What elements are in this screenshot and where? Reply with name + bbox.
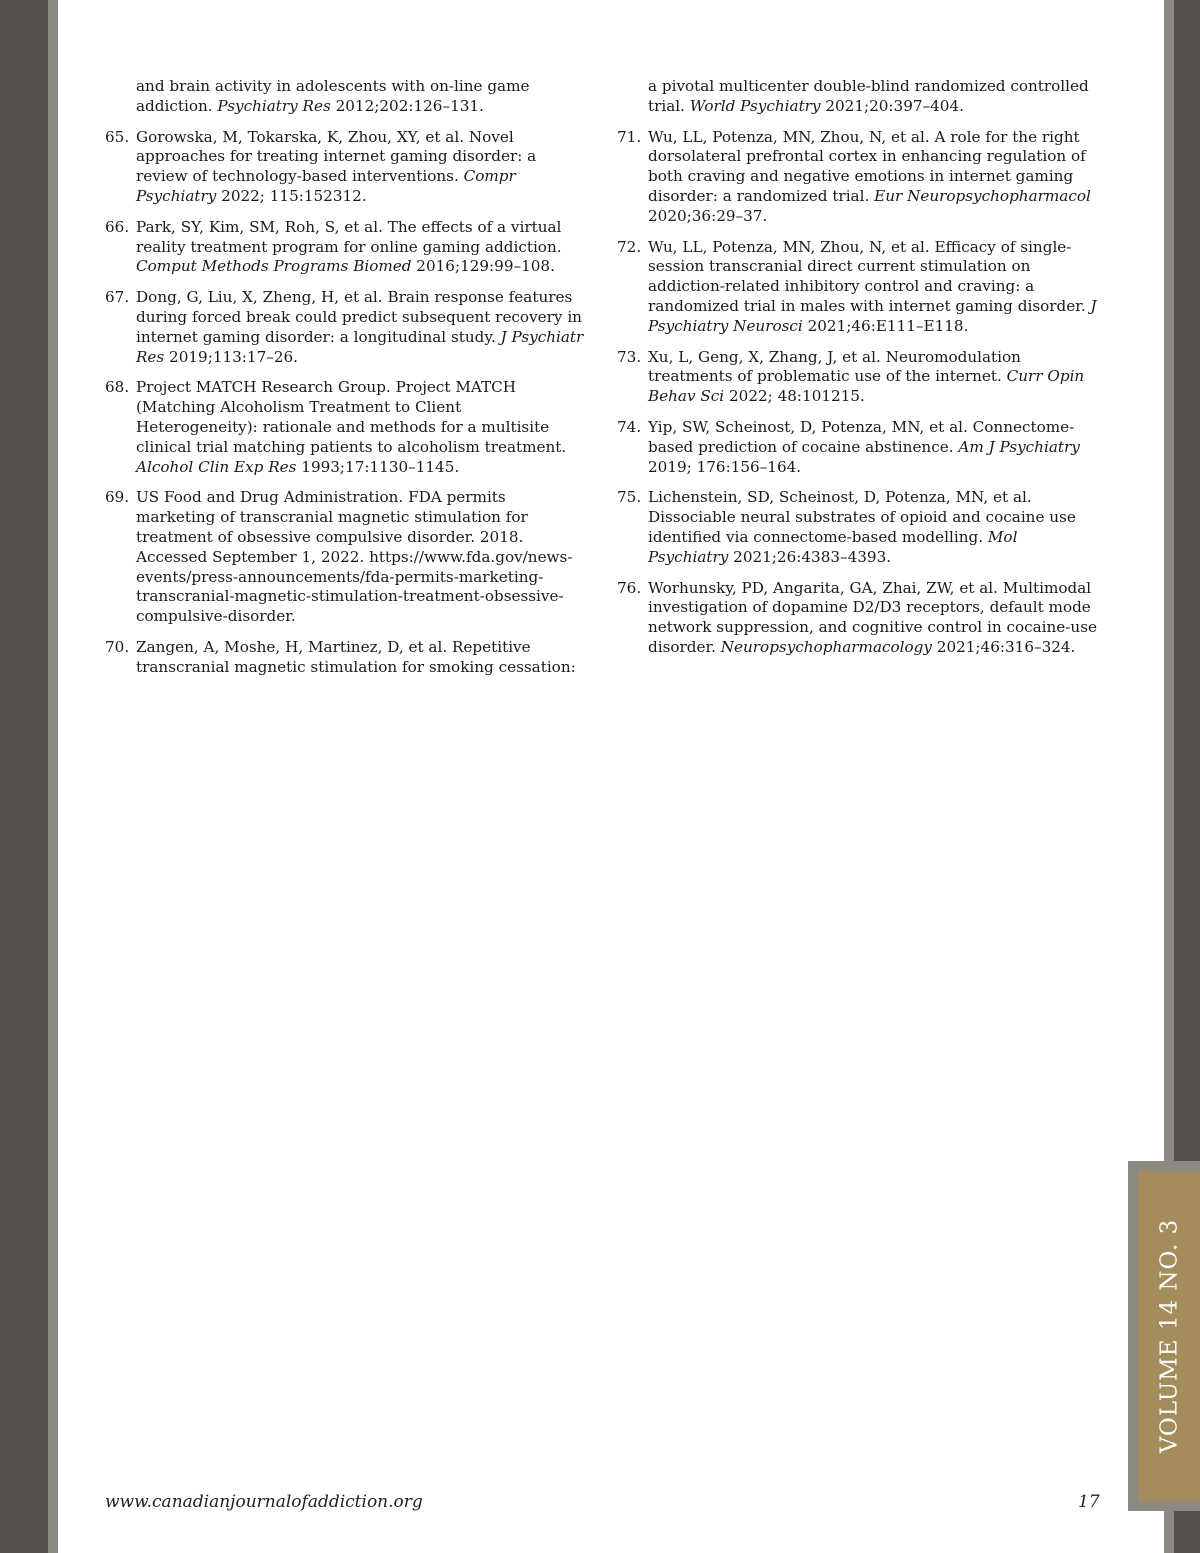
reference-item [105,378,585,477]
reference-text [648,418,1101,477]
reference-citation: 2019;113:17–26. [164,347,298,366]
reference-citation: 2021;26:4383–4393. [728,547,892,566]
reference-text [648,579,1101,658]
reference-number: 70. [105,637,130,656]
reference-number: 66. [105,217,130,236]
reference-body: Gorowska, M, Tokarska, K, Zhou, XY, et al. Novel approaches for treating internet gaming disorder: a review of technology-based interventions. [136,127,537,186]
reference-body: Project MATCH Research Group. Project MATCH (Matching Alcoholism Treatment to Client Heterogeneity): rationale and methods for a multisite clinical trial matching patients to alcoholism treatment. [136,378,567,456]
references-left-column [105,77,585,689]
reference-citation: 2012;202:126–131. [330,96,484,115]
reference-item [617,579,1101,658]
reference-journal: Am J Psychiatry [958,437,1080,456]
reference-item [105,288,585,367]
reference-number: 69. [105,488,130,507]
reference-number: 68. [105,378,130,397]
reference-item [617,488,1101,567]
reference-citation: 2020;36:29–37. [648,206,768,225]
reference-journal: Mol Psychiatry [648,527,1018,566]
reference-item [105,218,585,277]
reference-item [617,238,1101,337]
reference-citation: 2022; 115:152312. [216,186,367,205]
reference-item [617,348,1101,407]
reference-item [617,128,1101,227]
reference-body: Wu, LL, Potenza, MN, Zhou, N, et al. A role for the right dorsolateral prefrontal cortex in enhancing regulation of both craving and negative emotions in internet gaming disorder: a randomized trial. [648,127,1086,205]
reference-text [648,348,1101,407]
reference-number: 72. [617,237,642,256]
reference-journal: Neuropsychopharmacology [720,637,932,656]
reference-item [617,418,1101,477]
reference-item [617,77,1101,117]
reference-text [648,488,1101,567]
reference-item [105,488,585,627]
reference-number: 67. [105,288,130,307]
reference-citation: 2019; 176:156–164. [648,457,802,476]
reference-journal: Comput Methods Programs Biomed [136,257,412,276]
reference-journal: J Psychiatr Res [136,327,584,366]
reference-body: Park, SY, Kim, SM, Roh, S, et al. The effects of a virtual reality treatment program for online gaming addiction. [136,217,562,256]
reference-journal: World Psychiatry [689,96,821,115]
references-right-column [617,77,1101,669]
left-margin-bar [0,0,48,1553]
reference-text [136,77,585,117]
reference-text [648,128,1101,227]
reference-citation: 2021;46:316–324. [931,637,1076,656]
reference-body: Xu, L, Geng, X, Zhang, J, et al. Neuromodulation treatments of problematic use of the internet. [648,347,1021,386]
reference-number: 73. [617,347,642,366]
reference-number: 71. [617,127,642,146]
page-number: 17 [1078,1492,1100,1512]
reference-citation: 1993;17:1130–1145. [296,457,460,476]
reference-number: 76. [617,578,642,597]
volume-label: VOLUME 14 NO. 3 [1156,1218,1183,1454]
reference-number: 65. [105,127,130,146]
reference-journal: Curr Opin Behav Sci [648,367,1085,406]
left-margin-bar-inner [48,0,58,1553]
reference-text [136,638,585,678]
reference-text [648,238,1101,337]
reference-number: 74. [617,417,642,436]
reference-body: and brain activity in adolescents with on-line game addiction. [136,77,530,115]
reference-body: Dong, G, Liu, X, Zheng, H, et al. Brain response features during forced break could predict subsequent recovery in internet gaming disorder: a longitudinal study. [136,288,582,346]
reference-journal: Alcohol Clin Exp Res [136,457,297,476]
reference-item [105,638,585,678]
reference-body: Lichenstein, SD, Scheinost, D, Potenza, MN, et al. Dissociable neural substrates of opioid and cocaine use identified via connectome-based modelling. [648,488,1076,546]
reference-body: US Food and Drug Administration. FDA permits marketing of transcranial magnetic stimulation for treatment of obsessive compulsive disorder. 2018. Accessed September 1, 2022. https://www.fda.gov/news-events/press-announcements/fda-permits-marketing-transcranial-magnetic-stimulation-treatment-obsessive-compulsive-disorder. [136,488,573,626]
reference-number: 75. [617,488,642,507]
reference-citation: 2016;129:99–108. [411,257,555,276]
reference-text [136,128,585,207]
reference-body: Worhunsky, PD, Angarita, GA, Zhai, ZW, et al. Multimodal investigation of dopamine D2/D3 receptors, default mode network suppression, and cognitive control in cocaine-use disorder. [648,578,1097,656]
reference-number [105,77,136,117]
reference-journal: Psychiatry Res [217,96,331,115]
volume-tab-text-wrap [1138,1171,1200,1501]
reference-text [648,77,1101,117]
reference-body: Yip, SW, Scheinost, D, Potenza, MN, et al. Connectome-based prediction of cocaine abstinence. [648,417,1075,456]
reference-body: a pivotal multicenter double-blind randomized controlled trial. [648,77,1089,115]
reference-text [136,488,585,627]
reference-text [136,288,585,367]
reference-journal: Eur Neuropsychopharmacol [874,186,1091,205]
reference-number [617,77,648,117]
reference-item [105,128,585,207]
reference-text [136,218,585,277]
reference-item [105,77,585,117]
reference-citation: 2022; 48:101215. [724,387,865,406]
reference-citation: 2021;46:E111–E118. [802,316,969,335]
reference-body: Zangen, A, Moshe, H, Martinez, D, et al. Repetitive transcranial magnetic stimulation for smoking cessation: [136,637,576,676]
reference-body: Wu, LL, Potenza, MN, Zhou, N, et al. Efficacy of single-session transcranial direct current stimulation on addiction-related inhibitory control and craving: a randomized trial in males with internet gaming disorder. [648,237,1091,315]
reference-text [136,378,585,477]
reference-journal: Compr Psychiatry [136,167,516,205]
footer-website-url[interactable]: www.canadianjournalofaddiction.org [105,1492,423,1512]
reference-journal: J Psychiatry Neurosci [648,296,1097,335]
reference-citation: 2021;20:397–404. [820,96,964,115]
